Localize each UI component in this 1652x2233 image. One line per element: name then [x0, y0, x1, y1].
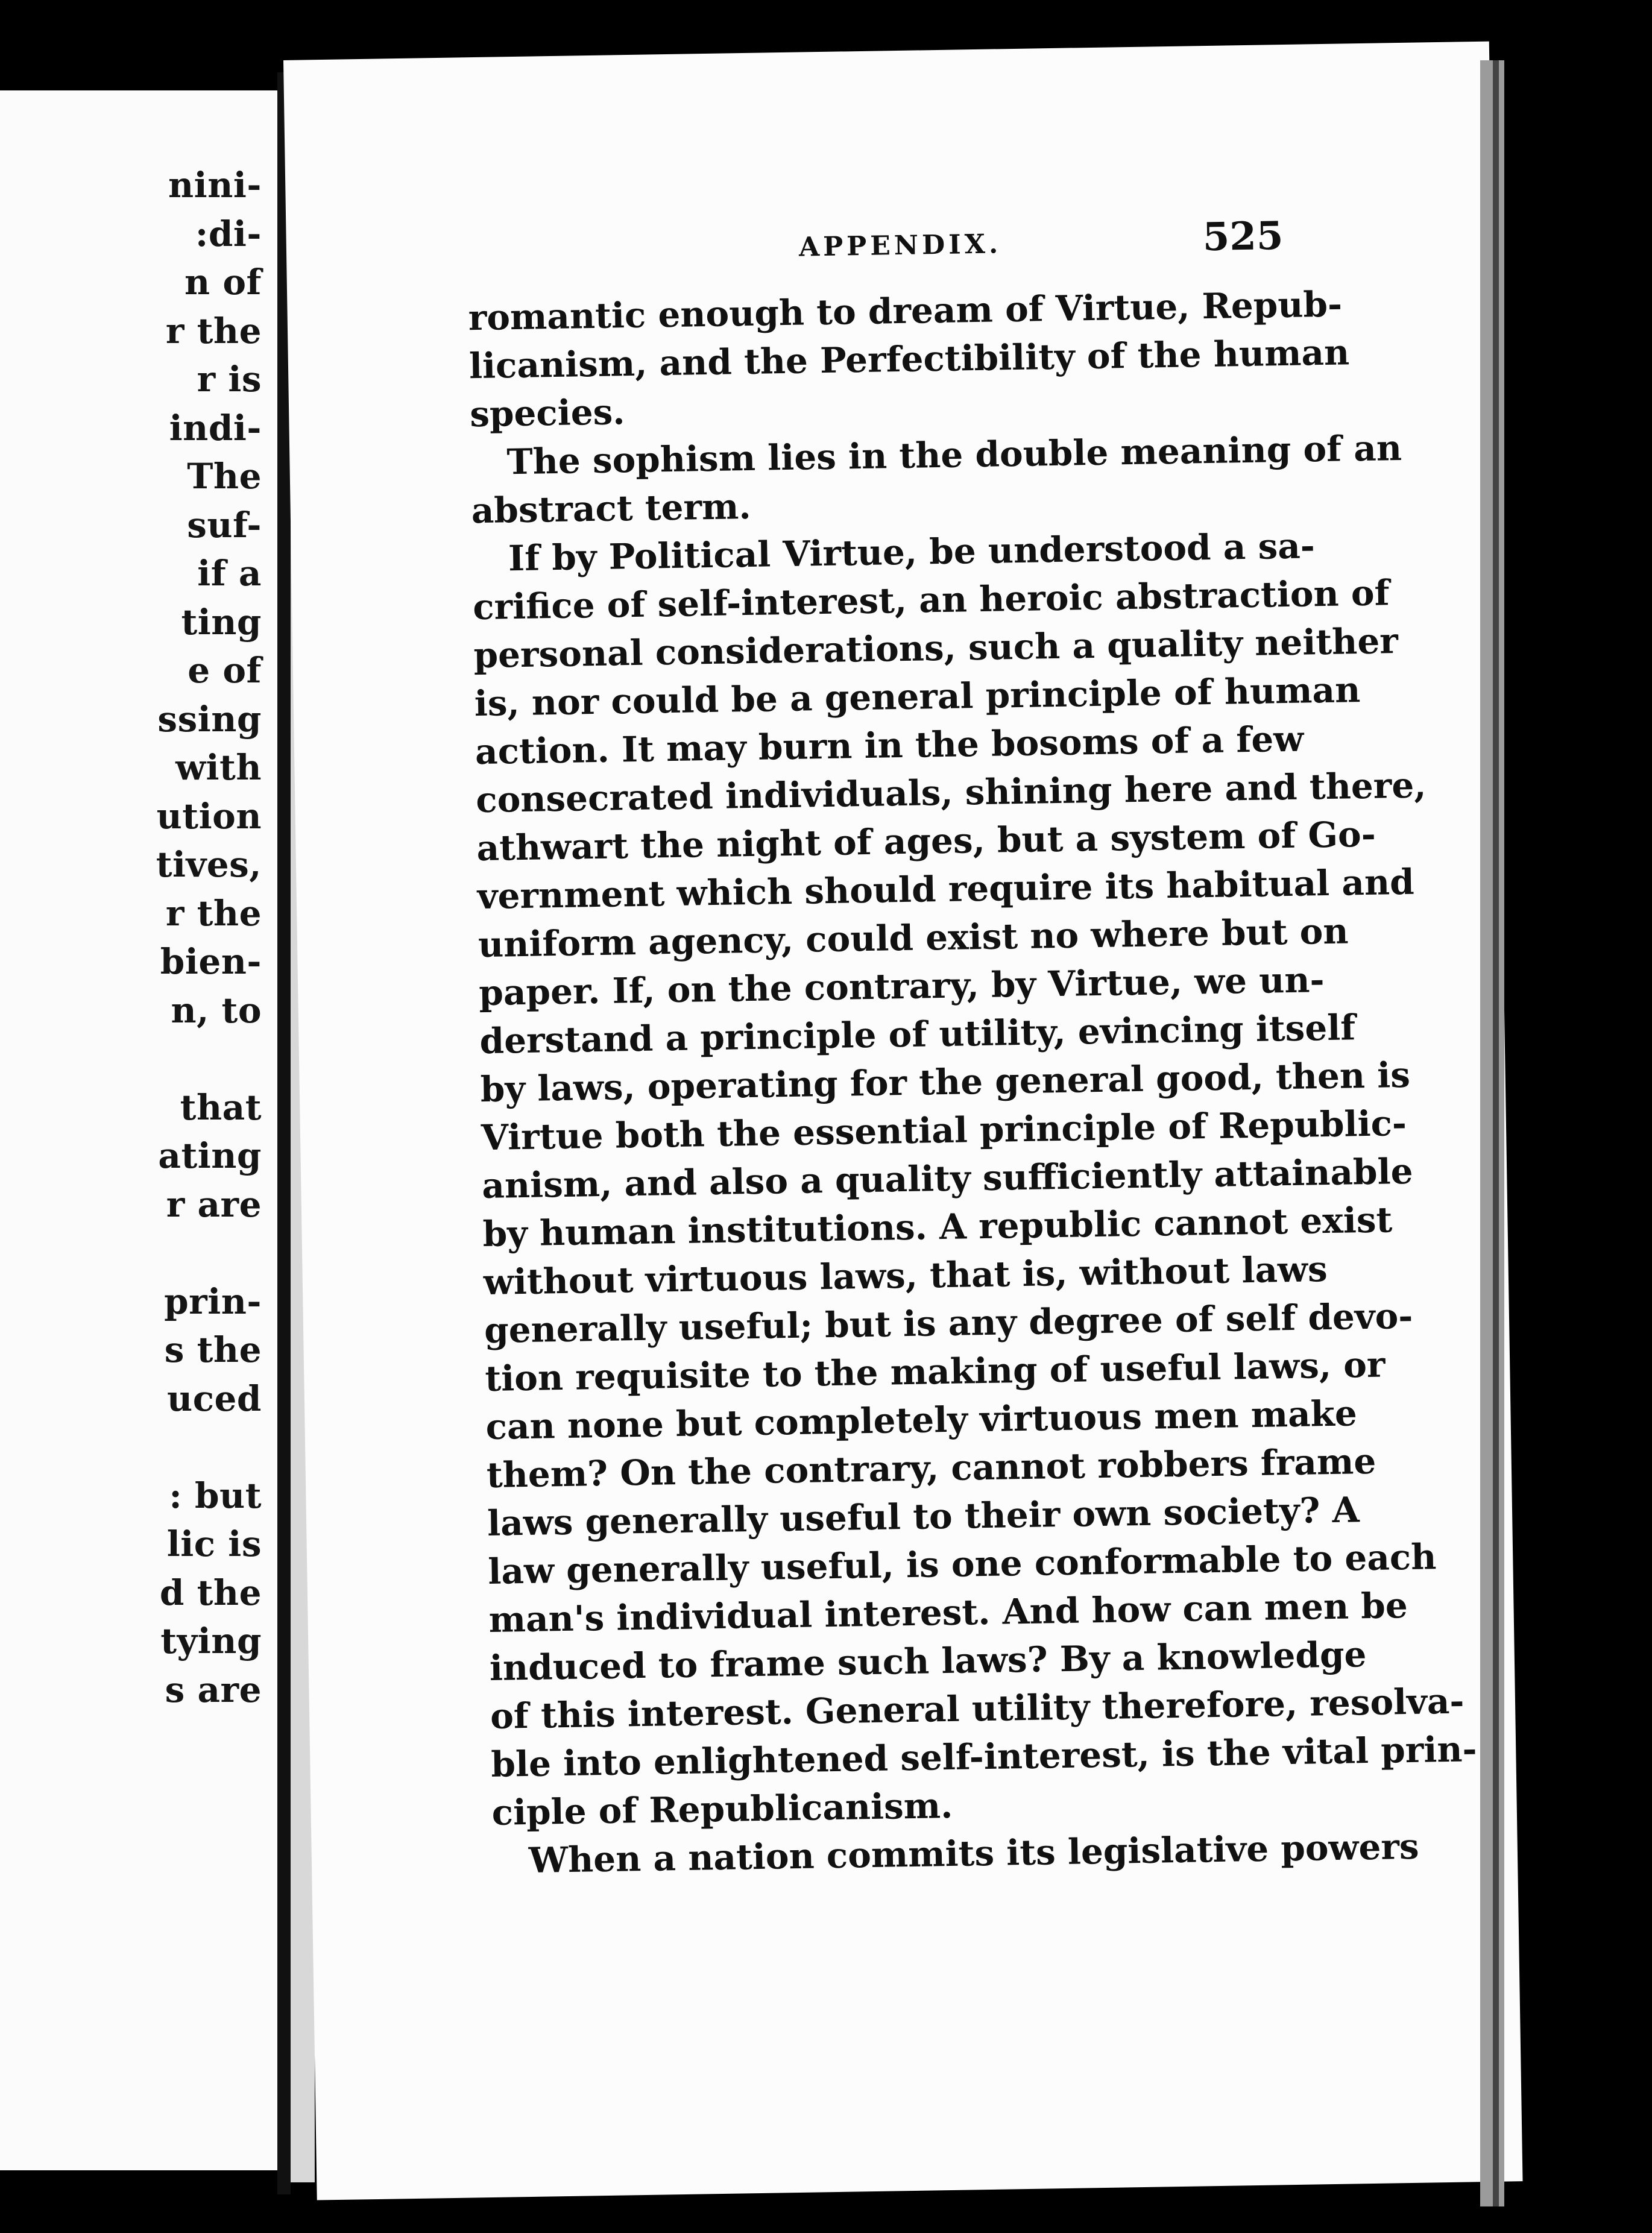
text-line: uniform agency, could exist no where but on [478, 910, 1349, 966]
left-page-fragment: suf- [187, 504, 262, 546]
text-line: without virtuous laws, that is, without laws [483, 1249, 1328, 1303]
left-page-fragment: r are [166, 1183, 262, 1225]
left-page-fragment: ting [181, 601, 262, 643]
text-line: man's individual interest. And how can men be [488, 1585, 1408, 1640]
text-line: them? On the contrary, cannot robbers frame [486, 1440, 1376, 1496]
text-line: abstract term. [471, 485, 752, 532]
text-line: athwart the night of ages, but a system of Go- [476, 813, 1376, 869]
text-line: can none but completely virtuous men make [485, 1393, 1358, 1448]
left-page-fragment: s the [164, 1329, 262, 1370]
left-page-fragment: r the [165, 892, 262, 934]
left-page-fragment: e of [188, 650, 262, 691]
left-page-fragment: r the [165, 310, 262, 351]
left-page-fragment: prin- [164, 1280, 262, 1322]
left-page-fragment: lic is [166, 1523, 262, 1564]
text-line: crifice of self-interest, an heroic abstraction of [472, 572, 1390, 628]
left-page-fragment: n, to [171, 989, 262, 1031]
left-page-fragment: n of [184, 262, 262, 303]
text-line: personal considerations, such a quality neither [473, 620, 1399, 676]
left-page-fragment: uced [167, 1378, 262, 1419]
right-page [283, 42, 1523, 2200]
text-line: action. It may burn in the bosoms of a few [474, 718, 1304, 773]
text-line: induced to frame such laws? By a knowledge [489, 1634, 1367, 1689]
text-line: derstand a principle of utility, evincing itself [479, 1007, 1356, 1062]
text-line: law generally useful, is one conformable to each [487, 1536, 1437, 1592]
text-line: generally useful; but is any degree of self devo- [484, 1295, 1413, 1352]
page-edge-shadow [1493, 60, 1499, 2206]
page-edge [1480, 60, 1504, 2206]
text-line: Virtue both the essential principle of Republic- [481, 1102, 1407, 1159]
text-line: When a nation commits its legislative powers [528, 1825, 1420, 1881]
text-line: is, nor could be a general principle of human [474, 669, 1361, 725]
page-number: 525 [1202, 213, 1284, 260]
text-line: laws generally useful to their own society? A [487, 1489, 1360, 1544]
left-page-fragment: The [187, 456, 262, 497]
left-page-fragment: that [180, 1086, 262, 1128]
left-page-fragment: ution [156, 795, 262, 837]
left-page-fragment: tying [160, 1620, 262, 1661]
body-text [468, 279, 1478, 1885]
left-page-fragment: : but [169, 1475, 262, 1516]
left-page-fragment: :di- [195, 213, 262, 254]
text-line: species. [469, 391, 625, 435]
text-line: ble into enlightened self-interest, is the vital prin- [490, 1728, 1478, 1785]
text-line: of this interest. General utility therefore, resolva- [490, 1680, 1464, 1737]
text-line: tion requisite to the making of useful laws, or [484, 1344, 1386, 1400]
left-page-fragment: indi- [169, 407, 262, 449]
text-line: The sophism lies in the double meaning of an [506, 427, 1402, 483]
text-line: paper. If, on the contrary, by Virtue, we un- [478, 959, 1325, 1014]
text-line: If by Political Virtue, be understood a sa- [508, 525, 1316, 579]
left-page-fragment: ssing [157, 698, 262, 740]
text-line: ciple of Republicanism. [491, 1784, 953, 1833]
left-facing-page [0, 90, 283, 2170]
text-line: romantic enough to dream of Virtue, Repub- [468, 283, 1343, 339]
page-header [286, 212, 1348, 277]
left-page-fragment: d the [159, 1572, 262, 1613]
text-line: anism, and also a quality sufficiently attainable [481, 1150, 1413, 1207]
left-page-fragment: tives, [156, 844, 262, 885]
running-head: APPENDIX. [798, 228, 1002, 263]
text-line: licanism, and the Perfectibility of the human [468, 332, 1350, 387]
left-page-fragment: s are [165, 1669, 262, 1710]
text-line: by human institutions. A republic cannot exist [482, 1199, 1393, 1255]
text-line: consecrated individuals, shining here and there, [475, 764, 1427, 821]
text-line: by laws, operating for the general good, then is [480, 1054, 1411, 1110]
text-line: vernment which should require its habitual and [477, 861, 1415, 918]
left-page-fragment: r is [197, 359, 262, 400]
left-page-fragment: ating [158, 1135, 262, 1176]
left-page-fragment: if a [197, 553, 262, 594]
left-page-fragment: with [175, 747, 262, 788]
left-page-fragment: bien- [160, 941, 262, 982]
left-page-fragment: nini- [168, 165, 262, 206]
